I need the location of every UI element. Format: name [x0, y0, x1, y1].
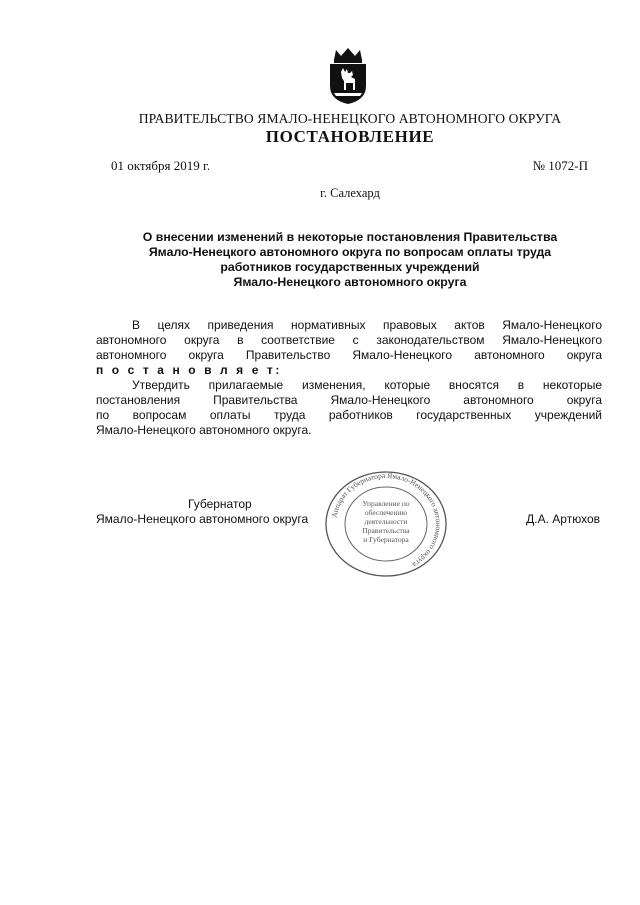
stamp-center-line: Управление по	[362, 499, 410, 508]
stamp-center-line: Правительства	[362, 526, 410, 535]
signer-position: Губернатор	[188, 497, 252, 511]
stamp-center-line: и Губернатора	[363, 535, 409, 544]
document-date: 01 октября 2019 г.	[111, 158, 211, 173]
subject-line: Ямало-Ненецкого автономного округа	[233, 275, 467, 289]
paragraph-line: по вопросам оплаты труда работников государственных учреждений	[96, 408, 602, 422]
coat-of-arms-emblem	[326, 46, 370, 106]
paragraph-line: постановления Правительства Ямало-Ненецкого автономного округа	[96, 393, 602, 407]
government-title: ПРАВИТЕЛЬСТВО ЯМАЛО-НЕНЕЦКОГО АВТОНОМНОГО ОКРУГА	[138, 111, 562, 126]
signer-region: Ямало-Ненецкого автономного округа	[96, 512, 309, 526]
paragraph-line: В целях приведения нормативных правовых актов Ямало-Ненецкого	[132, 318, 602, 332]
paragraph-line: Утвердить прилагаемые изменения, которые вносятся в некоторые	[132, 378, 602, 392]
paragraph-line: автономного округа Правительство Ямало-Ненецкого автономного округа	[96, 348, 602, 362]
signer-name: Д.А. Артюхов	[526, 512, 600, 526]
stamp-center-line: обеспечению	[364, 508, 408, 517]
decree-word: п о с т а н о в л я е т:	[96, 363, 283, 377]
document-number: № 1072-П	[532, 158, 588, 173]
operative-paragraph	[96, 378, 602, 438]
stamp-center-line: деятельности	[364, 517, 408, 526]
stamp-ring-text: Аппарат Губернатора Ямало-Ненецкого автономного округа	[329, 470, 444, 570]
document-city: г. Салехард	[320, 186, 380, 200]
official-stamp	[322, 468, 450, 580]
subject-line: О внесении изменений в некоторые постановления Правительства	[142, 230, 558, 244]
document-subject	[100, 230, 600, 290]
paragraph-line: автономного округа в соответствие с законодательством Ямало-Ненецкого	[96, 333, 602, 347]
preamble-paragraph	[96, 318, 602, 378]
subject-line: работников государственных учреждений	[220, 260, 480, 274]
paragraph-line: Ямало-Ненецкого автономного округа.	[96, 423, 312, 437]
signer-title	[96, 497, 336, 527]
subject-line: Ямало-Ненецкого автономного округа по вопросам оплаты труда	[148, 245, 552, 259]
document-type: ПОСТАНОВЛЕНИЕ	[265, 127, 435, 146]
